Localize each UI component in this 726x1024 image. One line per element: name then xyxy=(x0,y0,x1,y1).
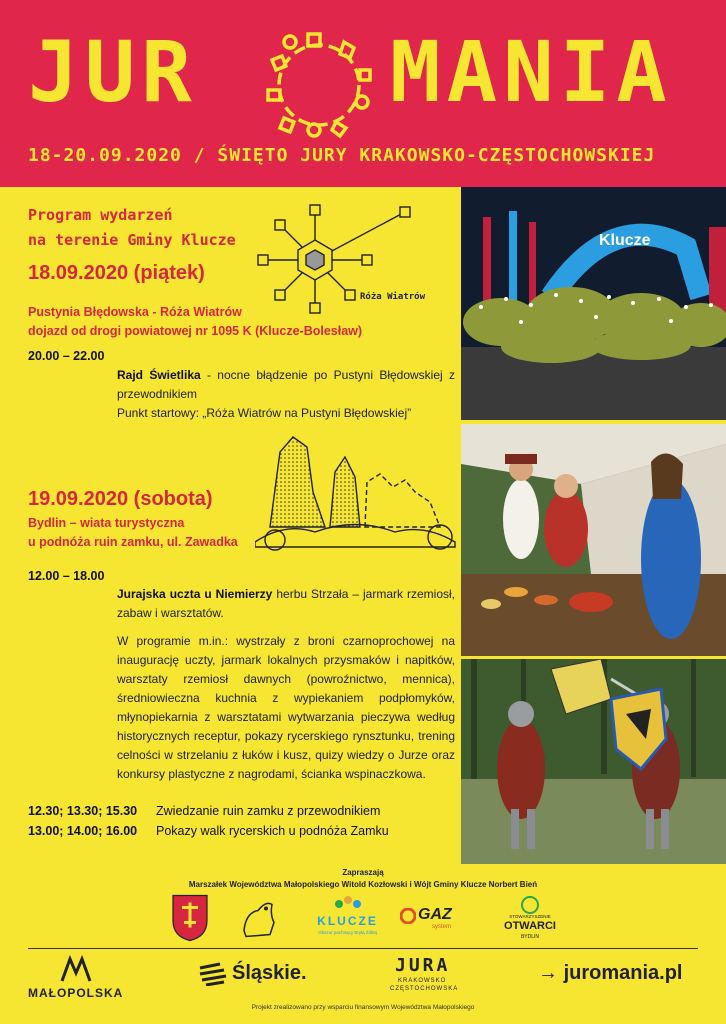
day1-location-line1: Pustynia Błędowska - Róża Wiatrów xyxy=(28,305,242,319)
jura-logo-subtext1: KRAKOWSKO xyxy=(398,978,447,984)
funding-fine-print: Projekt zrealizowano przy wsparciu finansowym Województwa Małopolskiego xyxy=(251,1004,475,1011)
medieval-feast-scene xyxy=(461,424,726,656)
website-url: juromania.pl xyxy=(563,962,683,984)
otwarci-logo xyxy=(495,896,565,951)
title-left: JUR xyxy=(28,23,198,121)
day1-event-name: Rajd Świetlika xyxy=(117,368,201,382)
schedule-row xyxy=(28,804,380,818)
day2-event-description xyxy=(117,585,455,784)
gmina-klucze-coat-of-arms-icon xyxy=(170,890,210,945)
gaz-logo-subtext: system xyxy=(432,924,452,930)
slaskie-stripes-icon xyxy=(198,962,228,986)
title-right: MANIA xyxy=(390,23,673,121)
juromania-emblem-icon xyxy=(264,30,374,140)
otwarci-tree-icon xyxy=(518,896,542,914)
photo-medieval-feast xyxy=(461,424,726,656)
photo-night-rally xyxy=(461,187,726,420)
program-heading-line2: na terenie Gminy Klucze xyxy=(28,231,236,249)
gaz-system-logo xyxy=(400,906,480,961)
day2-event-program: W programie m.in.: wystrzały z broni czarnoprochowej na inaugurację uczty, jarmark lokalnych przysmaków i napitków, warsztaty rzemiosł dawnych (powroźnictwo, mennica), średniowieczna kuchnia z wypiekaniem podpłomyków, młynopiekarnia z warsztatami wytwarzania pieczywa według historycznych receptur, pokazy rycerskiego rynsztunku, trening celności w strzelaniu z łuków i kusz, quizy wiedzy o Jurze oraz konkursy plastyczne z nagrodami, ścianka wspinaczkowa. xyxy=(117,634,455,781)
invite-title: Zapraszają xyxy=(342,868,384,877)
day2-event-time: 12.00 – 18.00 xyxy=(28,569,105,583)
day1-event-time: 20.00 – 22.00 xyxy=(28,349,105,363)
schedule-label: Zwiedzanie ruin zamku z przewodnikiem xyxy=(156,804,381,818)
event-date-line: 18-20.09.2020 / ŚWIĘTO JURY KRAKOWSKO-CZĘSTOCHOWSKIEJ xyxy=(28,145,656,166)
jura-logo-text: JURA xyxy=(395,955,451,976)
wind-rose-caption: Róża Wiatrów xyxy=(360,292,426,302)
arch-banner-text: Klucze xyxy=(599,232,651,249)
malopolska-mountain-icon xyxy=(60,955,92,983)
website-link[interactable] xyxy=(538,962,682,985)
program-heading-line1: Program wydarzeń xyxy=(28,206,173,224)
bydlin-horse-logo-icon xyxy=(236,890,281,945)
malopolska-logo-text: MAŁOPOLSKA xyxy=(28,986,124,1000)
klucze-logo-text: KLUCZE xyxy=(317,914,378,928)
castle-ruins-illustration xyxy=(255,432,460,557)
day1-location-line2: dojazd od drogi powiatowej nr 1095 K (Klucze-Bolesław) xyxy=(28,324,363,338)
schedule-label: Pokazy walk rycerskich u podnóża Zamku xyxy=(156,824,389,838)
knight-fight-scene xyxy=(461,659,726,864)
schedule-row xyxy=(28,824,389,838)
footer-divider xyxy=(28,948,698,949)
day1-event-description xyxy=(117,366,455,423)
gaz-flame-icon xyxy=(400,908,416,924)
day2-event-desc: herbu Strzała – jarmark rzemiosł, zabaw i warsztatów. xyxy=(117,587,456,620)
schedule-time: 13.00; 14.00; 16.00 xyxy=(28,824,138,838)
jura-logo-subtext2: CZĘSTOCHOWSKA xyxy=(390,986,459,992)
klucze-logo-subtext: Obszar pachnący Bryłą Żółtej xyxy=(318,930,377,935)
day1-title: 18.09.2020 (piątek) xyxy=(28,262,205,284)
header-banner xyxy=(0,0,726,187)
otwarci-top-text: STOWARZYSZENIE xyxy=(509,914,551,919)
otwarci-sub-text: BYDLIN xyxy=(520,934,540,940)
otwarci-logo-text: OTWARCI xyxy=(504,920,556,932)
night-rally-scene xyxy=(461,187,726,420)
day1-event-start: Punkt startowy: „Róża Wiatrów na Pustyni Błędowskiej” xyxy=(117,406,412,420)
program-heading xyxy=(28,203,236,253)
arrow-right-icon: → xyxy=(538,962,558,984)
day2-location-line2: u podnóża ruin zamku, ul. Zawadka xyxy=(28,535,238,549)
day2-title: 19.09.2020 (sobota) xyxy=(28,488,213,510)
day1-location xyxy=(28,303,362,341)
day1-event-desc: - nocne błądzenie po Pustyni Błędowskiej z przewodnikiem xyxy=(117,368,456,401)
slaskie-logo-text: Śląskie. xyxy=(232,962,307,984)
day2-location xyxy=(28,514,238,552)
gaz-logo-text: GAZ xyxy=(418,906,452,923)
photo-knight-fight xyxy=(461,659,726,864)
schedule-time: 12.30; 13.30; 15.30 xyxy=(28,804,138,818)
day2-event-name: Jurajska uczta u Niemierzy xyxy=(117,587,273,601)
invite-names: Marszałek Województwa Małopolskiego Witold Kozłowski i Wójt Gminy Klucze Norbert Bień xyxy=(188,880,538,889)
klucze-stars-icon xyxy=(333,894,363,914)
day2-location-line1: Bydlin – wiata turystyczna xyxy=(28,516,185,530)
